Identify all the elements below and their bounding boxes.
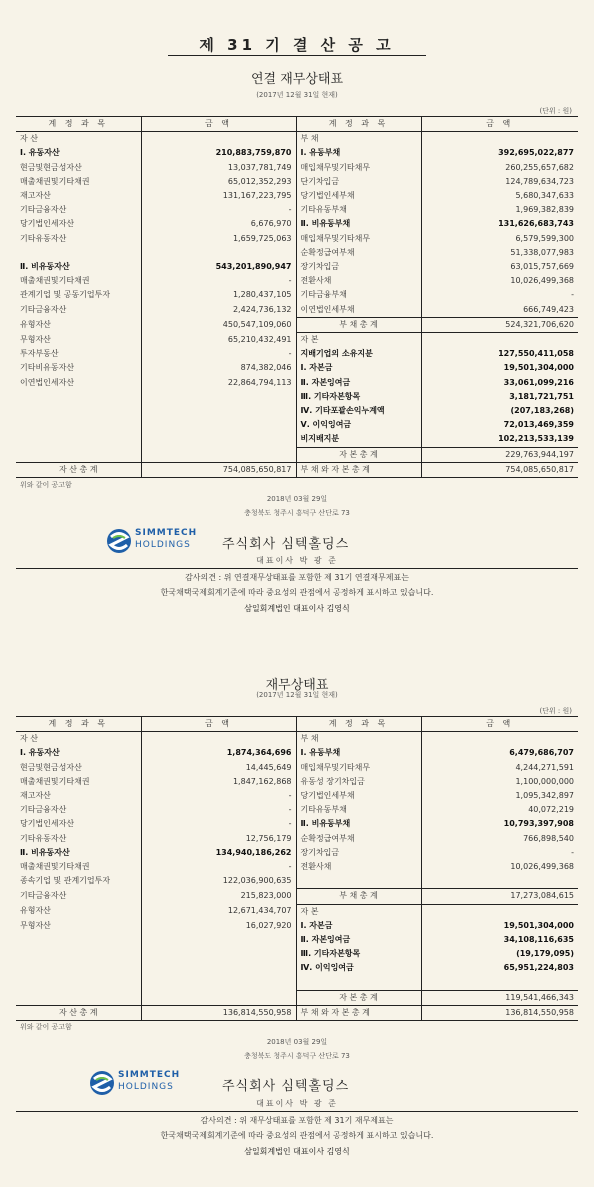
account-right: Ⅲ. 기타자본항목 <box>296 390 421 404</box>
amount-left <box>141 404 296 418</box>
table-row <box>16 333 578 348</box>
consolidated-title: 연결 재무상태표 <box>250 72 344 87</box>
consolidated-date: (2017년 12월 31일 현재) <box>256 91 338 99</box>
total-amount-right: 754,085,650,817 <box>421 462 578 477</box>
amount-right: 102,213,533,139 <box>498 434 574 444</box>
amount-left: 2,424,736,132 <box>141 303 296 318</box>
account-right: 부 채 <box>296 132 421 147</box>
account-left <box>16 432 141 447</box>
amount-right: - <box>571 290 574 300</box>
amount-right: 260,255,657,682 <box>505 162 574 172</box>
amount-right: 19,501,304,000 <box>503 363 574 373</box>
header-amount-left: 금 액 <box>141 717 296 732</box>
account-right: Ⅱ. 비유동부채 <box>296 217 421 231</box>
amount-right: 40,072,219 <box>528 805 574 815</box>
total-label-right: 부 채 와 자 본 총 계 <box>296 462 421 477</box>
account-left: 기타비유동자산 <box>16 361 141 375</box>
amount-left: 1,874,364,696 <box>141 746 296 760</box>
account-right: 비지배지분 <box>296 432 421 447</box>
account-left: 무형자산 <box>16 333 141 348</box>
amount-right: 10,026,499,368 <box>510 862 574 872</box>
account-left: 당기법인세자산 <box>16 217 141 231</box>
account-right: 순확정급여부채 <box>296 832 421 846</box>
amount-left <box>141 947 296 961</box>
separate-announce-date: 2018년 03월 29일 <box>266 1038 328 1046</box>
account-left <box>16 390 141 404</box>
amount-left: 215,823,000 <box>141 889 296 904</box>
account-right: Ⅱ. 자본잉여금 <box>296 376 421 390</box>
separate-note: 위와 같이 공고함 <box>20 1023 72 1031</box>
account-left: 기타유동자산 <box>16 232 141 246</box>
amount-left <box>141 390 296 404</box>
table-row <box>16 904 578 919</box>
account-left: 기타금융자산 <box>16 303 141 318</box>
table-header-row <box>16 117 578 132</box>
account-right: 당기법인세부채 <box>296 189 421 203</box>
amount-right: 119,541,466,343 <box>421 990 578 1005</box>
amount-right: 229,763,944,197 <box>421 447 578 462</box>
amount-right: 10,793,397,908 <box>503 819 574 829</box>
account-left: 투자부동산 <box>16 347 141 361</box>
amount-right: 1,100,000,000 <box>515 776 574 786</box>
ceo-name: 대표이사 박 광 준 <box>256 556 338 565</box>
amount-right: (19,179,095) <box>516 949 574 959</box>
amount-left: 1,280,437,105 <box>141 288 296 302</box>
table-row <box>16 874 578 889</box>
account-right: 이연법인세부채 <box>296 303 421 318</box>
account-left: 매출채권및기타채권 <box>16 274 141 288</box>
account-right: 단기차입금 <box>296 175 421 189</box>
amount-right: 34,108,116,635 <box>503 935 574 945</box>
total-label-left: 자 산 총 계 <box>16 462 141 477</box>
account-left: 재고자산 <box>16 789 141 803</box>
table-row <box>16 232 578 246</box>
amount-right: 131,626,683,743 <box>498 219 574 229</box>
account-right: 자 본 <box>296 333 421 348</box>
amount-left: 13,037,781,749 <box>141 161 296 175</box>
account-right: 부 채 총 계 <box>296 317 421 332</box>
table-row <box>16 889 578 904</box>
table-row <box>16 203 578 217</box>
separate-title: 재무상태표 <box>265 678 329 693</box>
amount-right: 63,015,757,669 <box>510 262 574 272</box>
table-row <box>16 246 578 260</box>
header-amount-right: 금 액 <box>421 117 578 132</box>
table-row <box>16 919 578 933</box>
table-row <box>16 832 578 846</box>
amount-left: 874,382,046 <box>141 361 296 375</box>
amount-left <box>141 432 296 447</box>
title-underline <box>168 55 426 56</box>
consolidated-balance-sheet <box>16 116 578 478</box>
account-right: Ⅱ. 비유동부채 <box>296 817 421 831</box>
amount-right: 3,181,721,751 <box>509 391 574 401</box>
amount-left: 14,445,649 <box>141 761 296 775</box>
account-left: 이연법인세자산 <box>16 376 141 390</box>
amount-left: - <box>141 274 296 288</box>
amount-right: 392,695,022,877 <box>498 148 574 158</box>
opinion-divider <box>16 1111 578 1112</box>
amount-left: - <box>141 803 296 817</box>
account-left: 기타금융자산 <box>16 203 141 217</box>
table-row <box>16 933 578 947</box>
amount-left: - <box>141 347 296 361</box>
account-right: 장기차입금 <box>296 846 421 860</box>
account-right: 자 본 총 계 <box>296 990 421 1005</box>
amount-right: 1,969,382,839 <box>515 205 574 215</box>
table-row <box>16 161 578 175</box>
account-left: 현금및현금성자산 <box>16 761 141 775</box>
account-right <box>296 874 421 889</box>
account-right: 부 채 <box>296 732 421 747</box>
amount-left: 65,012,352,293 <box>141 175 296 189</box>
amount-right <box>421 132 578 147</box>
announcement-title: 제 31 기 결 산 공 고 <box>199 36 395 54</box>
amount-left: - <box>141 789 296 803</box>
amount-right: 6,579,599,300 <box>515 233 574 243</box>
table-row <box>16 761 578 775</box>
table-row <box>16 990 578 1005</box>
table-row <box>16 288 578 302</box>
total-row <box>16 462 578 477</box>
account-left: Ⅰ. 유동자산 <box>16 146 141 160</box>
amount-right: 6,479,686,707 <box>509 748 574 758</box>
audit-opinion-line1: 감사의견 : 위 재무상태표를 포함한 제 31기 재무제표는 <box>200 1116 394 1125</box>
account-right: 기타유동부채 <box>296 203 421 217</box>
header-account-right: 계 정 과 목 <box>296 117 421 132</box>
table-row <box>16 947 578 961</box>
separate-date: (2017년 12월 31일 현재) <box>256 691 338 699</box>
account-right: 기타금융부채 <box>296 288 421 302</box>
amount-right: (207,183,268) <box>510 406 574 416</box>
table-row <box>16 432 578 447</box>
amount-right: 4,244,271,591 <box>515 762 574 772</box>
account-left <box>16 404 141 418</box>
amount-left: 134,940,186,262 <box>141 846 296 860</box>
amount-right: 19,501,304,000 <box>503 920 574 930</box>
account-left: 당기법인세자산 <box>16 817 141 831</box>
account-right <box>296 976 421 991</box>
table-row <box>16 347 578 361</box>
separate-unit: (단위 : 원) <box>539 707 572 715</box>
consolidated-note: 위와 같이 공고함 <box>20 481 72 489</box>
account-right: 매입채무및기타채무 <box>296 232 421 246</box>
amount-left: 12,671,434,707 <box>141 904 296 919</box>
table-row <box>16 260 578 274</box>
account-left: 자 산 <box>16 732 141 747</box>
amount-right: 17,273,084,615 <box>421 889 578 904</box>
account-right: 유동성 장기차입금 <box>296 775 421 789</box>
audit-opinion-line2: 한국채택국제회계기준에 따라 중요성의 관점에서 공정하게 표시하고 있습니다. <box>160 1131 434 1140</box>
account-left: 기타금융자산 <box>16 889 141 904</box>
table-row <box>16 418 578 432</box>
header-amount-right: 금 액 <box>421 717 578 732</box>
amount-right: 51,338,077,983 <box>510 247 574 257</box>
table-row <box>16 189 578 203</box>
amount-right: 127,550,411,058 <box>498 349 574 359</box>
account-right: 부 채 총 계 <box>296 889 421 904</box>
account-left: 매출채권및기타채권 <box>16 175 141 189</box>
account-right: 매입채무및기타채무 <box>296 761 421 775</box>
amount-right: 33,061,099,216 <box>503 377 574 387</box>
account-right: Ⅴ. 이익잉여금 <box>296 418 421 432</box>
table-header-row <box>16 717 578 732</box>
table-row <box>16 376 578 390</box>
table-row <box>16 274 578 288</box>
account-right: 기타유동부채 <box>296 803 421 817</box>
amount-left: 12,756,179 <box>141 832 296 846</box>
ceo-name: 대표이사 박 광 준 <box>256 1099 338 1108</box>
amount-left: 543,201,890,947 <box>141 260 296 274</box>
auditor-name: 삼일회계법인 대표이사 김영식 <box>244 1147 350 1156</box>
account-left <box>16 947 141 961</box>
account-left <box>16 418 141 432</box>
simmtech-logo <box>88 1068 188 1102</box>
table-row <box>16 317 578 332</box>
amount-left: 6,676,970 <box>141 217 296 231</box>
account-left: 무형자산 <box>16 919 141 933</box>
account-left: 기타유동자산 <box>16 832 141 846</box>
company-name: 주식회사 심텍홀딩스 <box>222 1079 350 1094</box>
amount-left: 22,864,794,113 <box>141 376 296 390</box>
amount-left <box>141 961 296 975</box>
amount-left: - <box>141 203 296 217</box>
logo-text-simmtech: SIMMTECH <box>118 1070 181 1080</box>
amount-right: 124,789,634,723 <box>505 176 574 186</box>
amount-left <box>141 447 296 462</box>
table-row <box>16 447 578 462</box>
amount-left: 16,027,920 <box>141 919 296 933</box>
amount-right <box>421 904 578 919</box>
account-left: 재고자산 <box>16 189 141 203</box>
table-row <box>16 175 578 189</box>
auditor-name: 삼일회계법인 대표이사 김영식 <box>244 604 350 613</box>
amount-right <box>421 976 578 991</box>
amount-left: 65,210,432,491 <box>141 333 296 348</box>
audit-opinion-line2: 한국채택국제회계기준에 따라 중요성의 관점에서 공정하게 표시하고 있습니다. <box>160 588 434 597</box>
account-left: 관계기업 및 공동기업투자 <box>16 288 141 302</box>
total-label-left: 자 산 총 계 <box>16 1006 141 1021</box>
account-left: 기타금융자산 <box>16 803 141 817</box>
table-row <box>16 361 578 375</box>
company-name: 주식회사 심텍홀딩스 <box>222 537 350 552</box>
amount-left <box>141 246 296 260</box>
amount-left: 210,883,759,870 <box>141 146 296 160</box>
separate-address: 충청북도 청주시 흥덕구 산단로 73 <box>244 1052 350 1060</box>
logo-text-simmtech: SIMMTECH <box>135 528 198 538</box>
header-amount-left: 금 액 <box>141 117 296 132</box>
amount-left: 1,659,725,063 <box>141 232 296 246</box>
table-row <box>16 803 578 817</box>
table-row <box>16 732 578 747</box>
account-left: Ⅱ. 비유동자산 <box>16 260 141 274</box>
amount-left: - <box>141 817 296 831</box>
amount-right <box>421 732 578 747</box>
account-left: Ⅰ. 유동자산 <box>16 746 141 760</box>
account-right: Ⅰ. 유동부채 <box>296 746 421 760</box>
header-account-left: 계 정 과 목 <box>16 117 141 132</box>
amount-right: 72,013,469,359 <box>503 420 574 430</box>
table-row <box>16 132 578 147</box>
table-row <box>16 961 578 975</box>
amount-right: 666,749,423 <box>523 304 574 314</box>
amount-right: - <box>571 847 574 857</box>
logo-text-holdings: HOLDINGS <box>118 1082 174 1092</box>
logo-text-holdings: HOLDINGS <box>135 540 191 550</box>
header-account-right: 계 정 과 목 <box>296 717 421 732</box>
amount-left: 131,167,223,795 <box>141 189 296 203</box>
account-right: 지배기업의 소유지분 <box>296 347 421 361</box>
total-amount-left: 136,814,550,958 <box>141 1006 296 1021</box>
total-amount-right: 136,814,550,958 <box>421 1006 578 1021</box>
account-right: 장기차입금 <box>296 260 421 274</box>
opinion-divider <box>16 568 578 569</box>
account-left: 매출채권및기타채권 <box>16 775 141 789</box>
amount-right: 1,095,342,897 <box>515 791 574 801</box>
table-row <box>16 846 578 860</box>
total-amount-left: 754,085,650,817 <box>141 462 296 477</box>
amount-left: 1,847,162,868 <box>141 775 296 789</box>
account-right: Ⅰ. 자본금 <box>296 361 421 375</box>
table-row <box>16 146 578 160</box>
account-right: 전환사채 <box>296 274 421 288</box>
account-right: Ⅳ. 기타포괄손익누계액 <box>296 404 421 418</box>
account-right: Ⅰ. 유동부채 <box>296 146 421 160</box>
account-left: 자 산 <box>16 132 141 147</box>
account-left: 종속기업 및 관계기업투자 <box>16 874 141 889</box>
amount-left: - <box>141 860 296 874</box>
account-right: Ⅱ. 자본잉여금 <box>296 933 421 947</box>
account-left <box>16 246 141 260</box>
audit-opinion-line1: 감사의견 : 위 연결재무상태표를 포함한 제 31기 연결재무제표는 <box>185 573 409 582</box>
account-left <box>16 976 141 991</box>
amount-right <box>421 874 578 889</box>
account-right: 자 본 <box>296 904 421 919</box>
amount-left: 122,036,900,635 <box>141 874 296 889</box>
amount-right: 766,898,540 <box>523 833 574 843</box>
amount-right: 5,680,347,633 <box>515 191 574 201</box>
amount-right <box>421 333 578 348</box>
table-row <box>16 775 578 789</box>
total-label-right: 부 채 와 자 본 총 계 <box>296 1006 421 1021</box>
amount-right: 10,026,499,368 <box>510 276 574 286</box>
account-left: 유형자산 <box>16 904 141 919</box>
table-row <box>16 217 578 231</box>
account-left <box>16 990 141 1005</box>
amount-left <box>141 732 296 747</box>
account-left: Ⅱ. 비유동자산 <box>16 846 141 860</box>
table-row <box>16 303 578 318</box>
amount-right: 65,951,224,803 <box>503 963 574 973</box>
account-left <box>16 933 141 947</box>
table-row <box>16 404 578 418</box>
account-right: 전환사채 <box>296 860 421 874</box>
amount-left <box>141 990 296 1005</box>
amount-left <box>141 976 296 991</box>
account-right: Ⅲ. 기타자본항목 <box>296 947 421 961</box>
account-left: 매출채권및기타채권 <box>16 860 141 874</box>
account-right: 매입채무및기타채무 <box>296 161 421 175</box>
table-row <box>16 390 578 404</box>
consolidated-announce-date: 2018년 03월 29일 <box>266 495 328 503</box>
table-row <box>16 817 578 831</box>
account-left: 유형자산 <box>16 317 141 332</box>
separate-balance-sheet <box>16 716 578 1021</box>
amount-left <box>141 418 296 432</box>
table-row <box>16 860 578 874</box>
consolidated-address: 충청북도 청주시 흥덕구 산단로 73 <box>244 509 350 517</box>
amount-left: 450,547,109,060 <box>141 317 296 332</box>
table-row <box>16 976 578 991</box>
amount-left <box>141 933 296 947</box>
header-account-left: 계 정 과 목 <box>16 717 141 732</box>
total-row <box>16 1006 578 1021</box>
account-right: Ⅰ. 자본금 <box>296 919 421 933</box>
amount-right: 524,321,706,620 <box>421 317 578 332</box>
table-row <box>16 789 578 803</box>
table-row <box>16 746 578 760</box>
account-left <box>16 447 141 462</box>
account-right: 순확정급여부채 <box>296 246 421 260</box>
account-right: 자 본 총 계 <box>296 447 421 462</box>
amount-left <box>141 132 296 147</box>
account-left <box>16 961 141 975</box>
account-left: 현금및현금성자산 <box>16 161 141 175</box>
account-right: Ⅳ. 이익잉여금 <box>296 961 421 975</box>
consolidated-unit: (단위 : 원) <box>539 107 572 115</box>
account-right: 당기법인세부채 <box>296 789 421 803</box>
